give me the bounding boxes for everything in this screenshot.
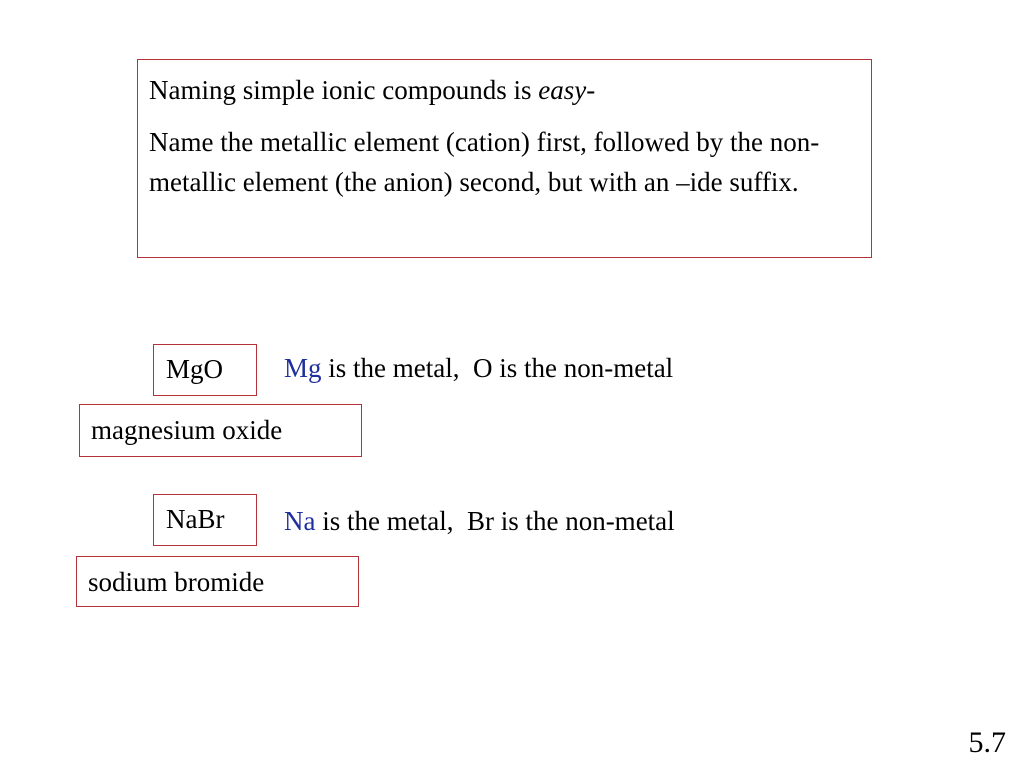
rule-description: Name the metallic element (cation) first, followed by the non-metallic element (the anion) second, but with an –ide suffix. [149, 127, 820, 197]
rule-intro-text: Naming simple ionic compounds is [149, 75, 539, 105]
description-nabr [284, 508, 675, 535]
metal-symbol-na: Na [284, 506, 316, 536]
formula-mgo: MgO [153, 344, 257, 396]
compound-name-nabr: sodium bromide [76, 556, 359, 607]
rule-intro [149, 70, 857, 110]
rule-intro-suffix: - [586, 75, 596, 105]
slide-number: 5.7 [968, 726, 1006, 759]
description-nabr-text: is the metal, Br is the non-metal [315, 506, 675, 536]
formula-nabr: NaBr [153, 494, 257, 546]
description-mgo [284, 355, 673, 382]
rule-emphasis: easy [538, 75, 587, 105]
metal-symbol-mg: Mg [284, 353, 322, 383]
description-mgo-text: is the metal, O is the non-metal [321, 353, 674, 383]
naming-rule-box [137, 59, 872, 258]
compound-name-mgo: magnesium oxide [79, 404, 362, 457]
